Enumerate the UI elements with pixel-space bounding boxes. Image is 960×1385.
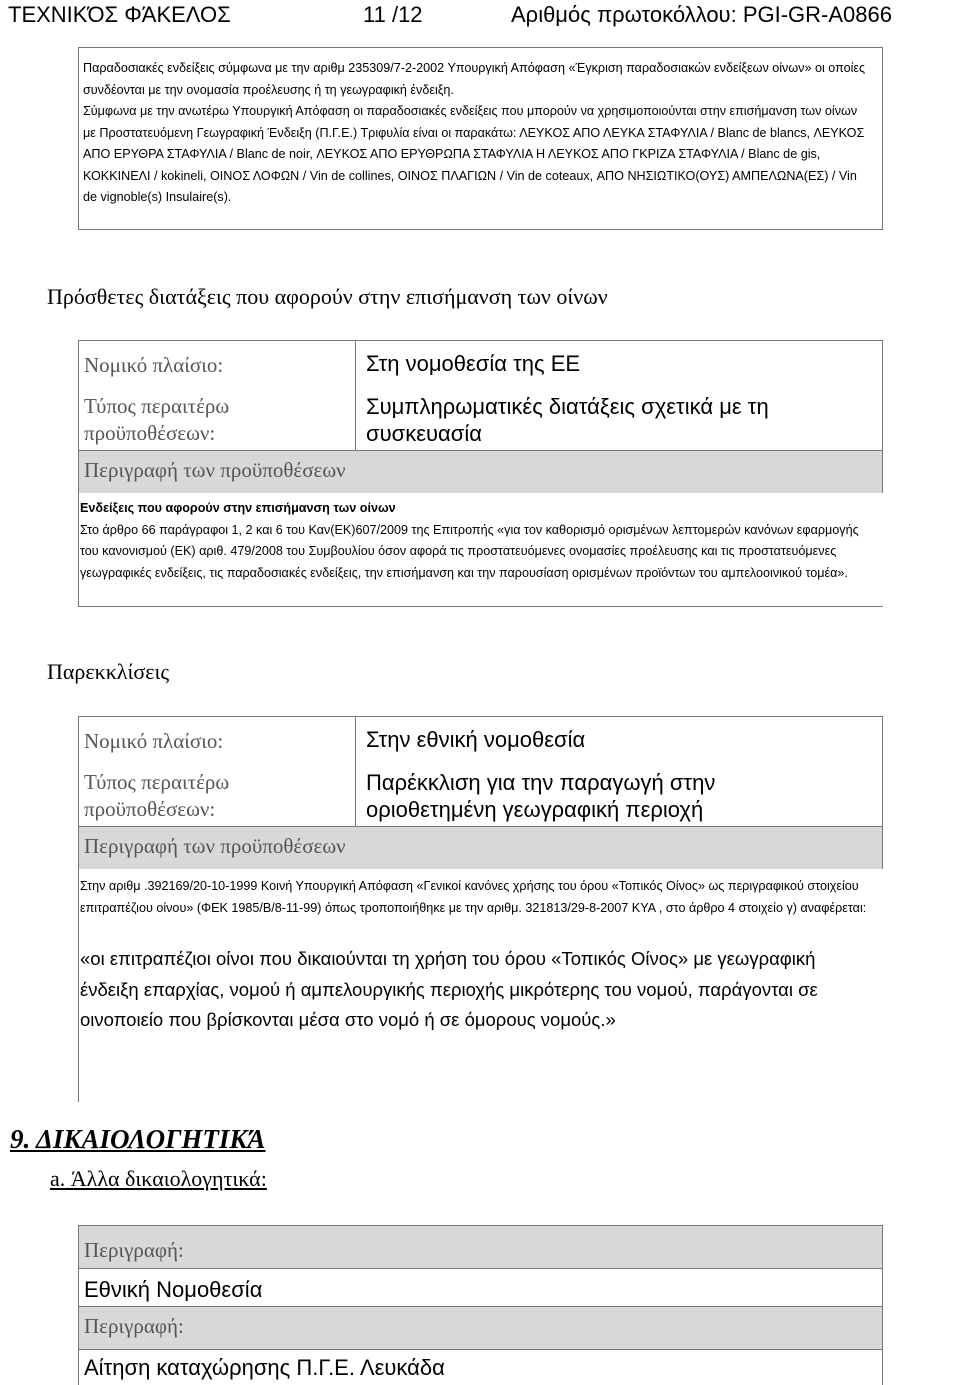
- legal-framework-value: Στη νομοθεσία της ΕΕ: [366, 351, 581, 376]
- condition-type-value: Παρέκκλιση για την παραγωγή στην οριοθετημένη γεωγραφική περιοχή: [366, 770, 716, 822]
- traditional-terms-list: Σύμφωνα με την ανωτέρω Υπουργική Απόφαση οι παραδοσιακές ενδείξεις που μπορούν να χρησιμοποιούνται στην επισήμανση των οίνων με Προστατευόμενη Γεωγραφική Ένδειξη (Π.Γ.Ε.) Τριφυλία είναι οι παρακάτω: ΛΕΥΚΟΣ ΑΠΟ ΛΕΥΚΑ ΣΤΑΦΥΛΙΑ / Blanc de blancs, ΛΕΥΚΟΣ ΑΠΟ ΕΡΥΘΡΑ ΣΤΑΦΥΛΙΑ / Blanc de noir, ΛΕΥΚΟΣ ΑΠΟ ΕΡΥΘΡΩΠΑ ΣΤΑΦΥΛΙΑ Η ΛΕΥΚΟΣ ΑΠΟ ΓΚΡΙΖΑ ΣΤΑΦΥΛΙΑ / Blanc de gis, ΚΟΚΚΙΝΕΛΙ / kokineli, ΟΙΝΟΣ ΛΟΦΩΝ / Vin de collines, ΟΙΝΟΣ ΠΛΑΓΙΩΝ / Vin de coteaux, ΑΠΟ ΝΗΣΙΩΤΙΚΟ(ΟΥΣ) ΑΜΠΕΛΩΝΑ(ΕΣ) / Vin de vignoble(s) Insulaire(s).: [83, 104, 865, 204]
- subheading-other-documents: a. Άλλα δικαιολογητικά:: [50, 1166, 267, 1191]
- labelling-conditions-table: [78, 340, 883, 493]
- protocol-number: Αριθμός πρωτοκόλλου: PGI-GR-A0866: [511, 2, 892, 27]
- legal-framework-label: Νομικό πλαίσιο:: [84, 353, 224, 377]
- document-description-label: Περιγραφή:: [84, 1314, 184, 1338]
- document-description-label: Περιγραφή:: [84, 1238, 184, 1262]
- section-heading-supporting-documents: 9. ΔΙΚΑΙΟΛΟΓΗΤΙΚΆ: [10, 1124, 266, 1154]
- labelling-indications-title: Ενδείξεις που αφορούν στην επισήμανση των οίνων: [80, 501, 396, 515]
- traditional-terms-box: [78, 47, 883, 230]
- derogations-table: [78, 716, 883, 869]
- condition-type-label: Τύπος περαιτέρω προϋποθέσεων:: [84, 394, 230, 445]
- legal-framework-value: Στην εθνική νομοθεσία: [366, 727, 586, 752]
- section-heading-derogations: Παρεκκλίσεις: [47, 659, 170, 684]
- labelling-indications-text: Στο άρθρο 66 παράγραφοι 1, 2 και 6 του Καν(ΕΚ)607/2009 της Επιτροπής «για τον καθορισμό ορισμένων λεπτομερών κανόνων εφαρμογής του κανονισμού (ΕΚ) αριθ. 479/2008 του Συμβουλίου όσον αφορά τις προστατευόμενες ονομασίες προέλευσης και τις προστατευόμενες γεωγραφικές ενδείξεις, τις παραδοσιακές ενδείξεις, την επισήμανση και την παρουσίαση ορισμένων προϊόντων του αμπελοοινικού τομέα».: [80, 522, 859, 580]
- other-documents-table: [78, 1225, 883, 1385]
- derogation-quote: «οι επιτραπέζιοι οίνοι που δικαιούνται τη χρήση του όρου «Τοπικός Οίνος» με γεωγραφική ένδειξη επαρχίας, νομού ή αμπελουργικής περιοχής μικρότερης του νομού, παράγονται σε οινοποιείο που βρίσκονται μέσα στο νομό ή σε όμορους νομούς.»: [80, 948, 818, 1030]
- condition-description-label: Περιγραφή των προϋποθέσεων: [84, 834, 346, 858]
- condition-description-label: Περιγραφή των προϋποθέσεων: [84, 458, 346, 482]
- traditional-terms-intro: Παραδοσιακές ενδείξεις σύμφωνα με την αριθμ 235309/7-2-2002 Υπουργική Απόφαση «Έγκριση παραδοσιακών ενδείξεων οίνων» οι οποίες συνδέονται με την ονομασία προέλευσης ή τη γεωγραφική ένδειξη.: [83, 61, 866, 97]
- document-description-value: Εθνική Νομοθεσία: [84, 1277, 263, 1302]
- condition-type-label: Τύπος περαιτέρω προϋποθέσεων:: [84, 770, 230, 821]
- derogation-description-text: Στην αριθμ .392169/20-10-1999 Κοινή Υπουργική Απόφαση «Γενικοί κανόνες χρήσης του όρου «Τοπικός Οίνος» ως περιγραφικού στοιχείου επιτραπέζιου οίνου» (ΦΕΚ 1985/Β/8-11-99) όπως τροποποιήθηκε με την αριθμ. 321813/29-8-2007 ΚΥΑ , στο άρθρο 4 στοιχείο γ) αναφέρεται:: [80, 879, 867, 915]
- page-number: 11 /12: [363, 2, 423, 27]
- condition-type-value: Συμπληρωματικές διατάξεις σχετικά με τη συσκευασία: [366, 394, 769, 446]
- legal-framework-label: Νομικό πλαίσιο:: [84, 729, 224, 753]
- document-description-value: Αίτηση καταχώρησης Π.Γ.Ε. Λευκάδα: [84, 1355, 445, 1380]
- document-title: ΤΕΧΝΙΚΌΣ ΦΆΚΕΛΟΣ: [8, 2, 231, 27]
- section-heading-labelling: Πρόσθετες διατάξεις που αφορούν στην επισήμανση των οίνων: [47, 284, 608, 309]
